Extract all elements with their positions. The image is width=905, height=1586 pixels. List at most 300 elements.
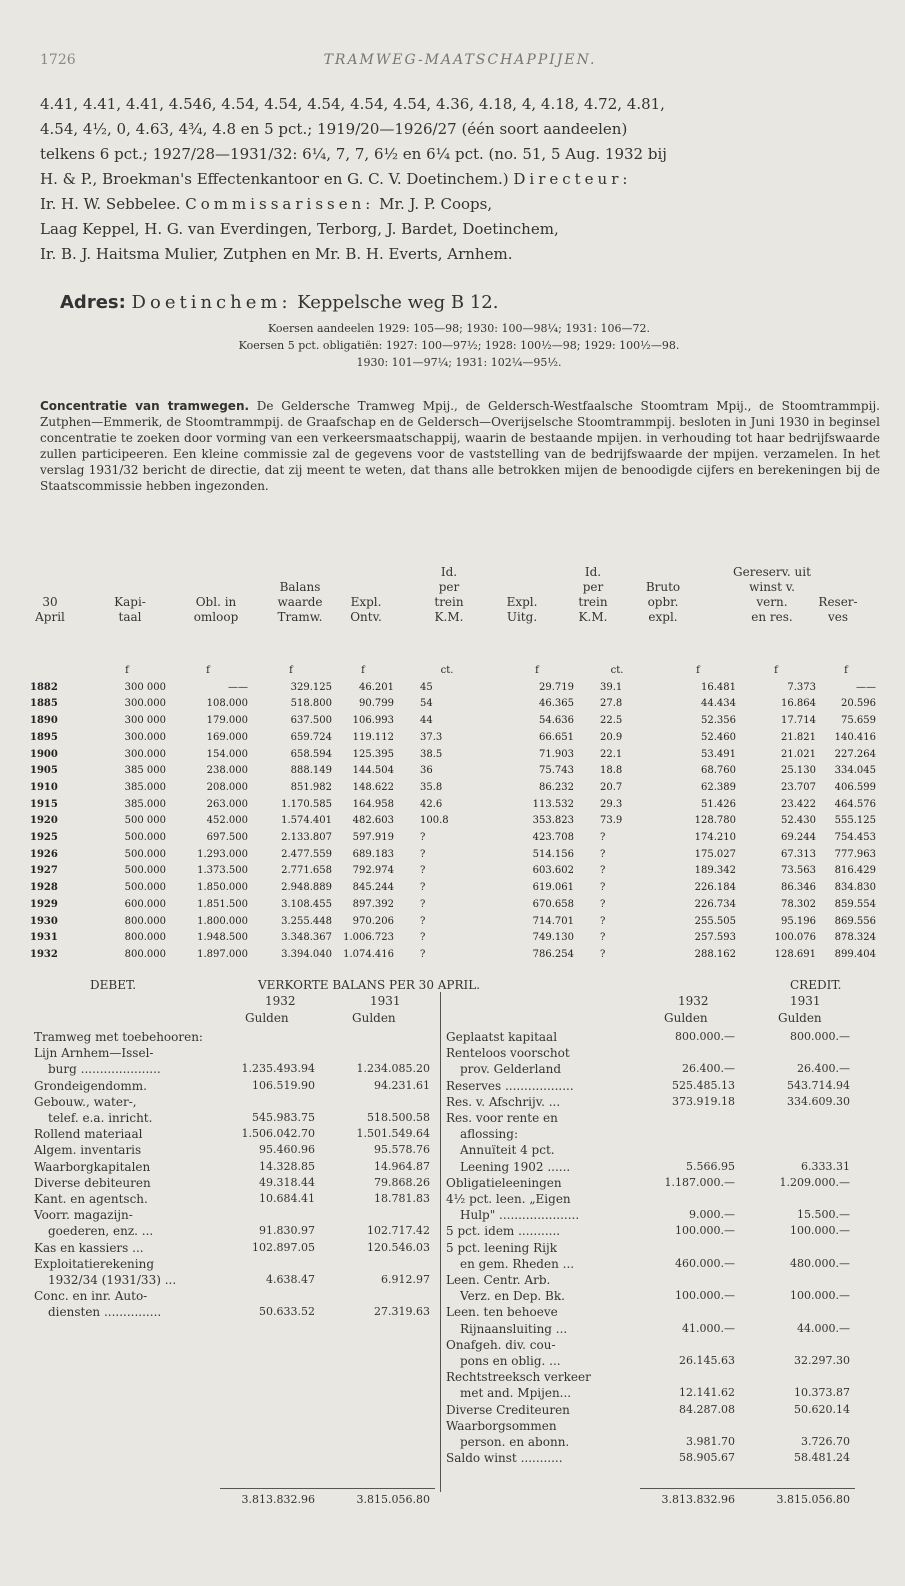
intro-line: Ir. B. J. Haitsma Mulier, Zutphen en Mr. B. H. Everts, Arnhem. (40, 245, 513, 263)
table-cell: 169.000 (206, 731, 248, 743)
debit-line: Rollend materiaal (34, 1127, 143, 1142)
credit-value-1931: 1.209.000.— (779, 1175, 850, 1189)
credit-value-1931: 3.726.70 (801, 1435, 850, 1448)
running-title: TRAMWEG-MAATSCHAPPIJEN. (323, 52, 597, 68)
table-cell: ? (420, 882, 426, 894)
unit-cell: f (774, 665, 778, 676)
credit-line: Res. v. Afschrijv. ... (446, 1094, 561, 1109)
table-cell: 16.481 (701, 681, 736, 693)
credit-value-1931: 44.000.— (797, 1321, 850, 1335)
unit-cell: f (206, 665, 210, 676)
credit-line: Rechtstreeksch verkeer (446, 1370, 591, 1385)
table-cell: 22.5 (600, 715, 623, 727)
table-cell: 52.460 (701, 731, 736, 743)
table-cell: 140.416 (834, 731, 876, 743)
credit-line: 5 pct. leening Rijk (446, 1240, 557, 1255)
credit-value-1931: 50.620.14 (794, 1402, 850, 1416)
table-cell: 46.201 (359, 681, 394, 693)
credit-line: pons en oblig. ... (460, 1354, 561, 1368)
column-header-line: per (438, 580, 460, 594)
table-cell: 53.491 (701, 748, 736, 760)
debit-value-1932: 10.684.41 (259, 1192, 315, 1205)
table-cell: 423.708 (532, 832, 574, 844)
table-cell: ? (420, 898, 426, 910)
debit-unit-1: Gulden (245, 1011, 289, 1025)
table-cell: 18.8 (600, 765, 623, 777)
table-cell: 385.000 (124, 781, 166, 793)
table-cell: 637.500 (290, 715, 332, 727)
debit-value-1932: 545.983.75 (252, 1111, 315, 1124)
credit-value-1931: 100.000.— (790, 1289, 850, 1303)
table-cell: 1.074.416 (343, 948, 394, 960)
column-header-line: 30 (42, 595, 58, 609)
table-cell: 659.724 (290, 731, 332, 743)
column-header-line: Expl. (350, 595, 382, 609)
unit-cell: f (535, 665, 539, 676)
table-cell: 1.574.401 (281, 815, 332, 827)
table-cell: 859.554 (834, 898, 876, 910)
table-cell: 73.9 (600, 815, 623, 827)
table-cell: 878.324 (834, 932, 876, 944)
credit-line: aflossing: (460, 1127, 518, 1142)
table-cell: 25.130 (781, 765, 816, 777)
table-row (20, 763, 876, 780)
table-cell: 23.707 (781, 781, 816, 793)
table-cell: 52.430 (781, 815, 816, 827)
credit-value-1931: 334.609.30 (787, 1094, 850, 1108)
koersen-line: 1930: 101—97¼; 1931: 102¼—95½. (356, 356, 562, 369)
table-cell: 714.701 (532, 915, 574, 927)
table-cell: 754.453 (834, 832, 876, 844)
credit-line: Geplaatst kapitaal (446, 1030, 558, 1044)
table-cell: 125.395 (352, 748, 394, 760)
year-cell: 1910 (30, 781, 58, 793)
debit-value-1931: 14.964.87 (374, 1159, 430, 1173)
unit-cell (20, 663, 88, 680)
credit-line: Renteloos voorschot (446, 1046, 570, 1061)
table-cell: 69.244 (781, 832, 816, 844)
unit-cell: f (289, 665, 293, 676)
table-cell: 179.000 (206, 715, 248, 727)
table-row (20, 863, 876, 880)
column-header-line: omloop (193, 610, 239, 624)
column-header (812, 565, 864, 625)
table-cell: 154.000 (206, 748, 248, 760)
table-row (20, 730, 876, 747)
balance-divider (440, 992, 441, 1492)
credit-total-rule (640, 1488, 855, 1489)
credit-line: Reserves .................. (446, 1078, 574, 1093)
debit-value-1931: 6.912.97 (381, 1273, 430, 1286)
intro-line: telkens 6 pct.; 1927/28—1931/32: 6¼, 7, 7, 6½ en 6¼ pct. (no. 51, 5 Aug. 1932 bij (40, 145, 667, 163)
table-cell: 39.1 (600, 681, 623, 693)
unit-cell: f (125, 665, 129, 676)
intro-text: Ir. H. W. Sebbelee. (40, 195, 181, 213)
table-cell: 17.714 (781, 715, 816, 727)
table-cell: 2.948.889 (281, 882, 332, 894)
table-cell: 255.505 (694, 915, 736, 927)
table-cell: 208.000 (206, 781, 248, 793)
table-cell: ? (600, 898, 606, 910)
column-header-line: Balans (279, 580, 321, 594)
table-cell: 3.394.040 (281, 948, 332, 960)
table-cell: 71.903 (539, 748, 574, 760)
table-cell: 353.823 (532, 815, 574, 827)
column-header-line: en res. (751, 610, 793, 624)
credit-value-1931: 15.500.— (797, 1208, 850, 1222)
credit-line: en gem. Rheden ... (460, 1256, 575, 1271)
table-cell: 518.800 (290, 698, 332, 710)
debit-year-1931: 1931 (370, 994, 401, 1008)
credit-value-1932: 9.000.— (689, 1208, 735, 1222)
table-cell: 800.000 (124, 915, 166, 927)
table-cell: 20.596 (841, 698, 876, 710)
column-header-line: Reser- (818, 595, 858, 609)
table-cell: 452.000 (206, 815, 248, 827)
address-line (60, 292, 498, 313)
table-cell: 464.576 (834, 798, 876, 810)
credit-value-1931: 100.000.— (790, 1224, 850, 1238)
koersen-line: Koersen 5 pct. obligatiën: 1927: 100—97½; 1928: 100½—98; 1929: 100½—98. (238, 339, 680, 352)
table-cell: 658.594 (290, 748, 332, 760)
debit-value-1932: 102.897.05 (252, 1240, 315, 1254)
credit-line: Onafgeh. div. cou- (446, 1337, 556, 1352)
table-row (20, 813, 876, 830)
column-header-line (812, 580, 864, 595)
debit-line: Tramweg met toebehooren: (34, 1030, 203, 1044)
credit-value-1931: 543.714.94 (787, 1078, 850, 1092)
table-cell: 29.3 (600, 798, 623, 810)
column-header-line (180, 565, 252, 580)
table-cell: 800.000 (124, 948, 166, 960)
column-header-line (264, 565, 336, 580)
table-cell: 128.691 (774, 948, 816, 960)
directeur-label: Directeur: (513, 170, 632, 188)
intro-line (40, 192, 878, 217)
debit-value-1932: 50.633.52 (259, 1305, 315, 1319)
table-cell: 689.183 (352, 848, 394, 860)
debit-value-1931: 1.501.549.64 (356, 1127, 430, 1141)
table-cell: 22.1 (600, 748, 623, 760)
debit-line: Grondeigendomm. (34, 1078, 147, 1093)
year-cell: 1929 (30, 898, 58, 910)
column-header-line: K.M. (434, 610, 464, 624)
table-cell: 38.5 (420, 748, 443, 760)
debit-total-1932: 3.813.832.96 (241, 1493, 315, 1506)
year-cell: 1926 (30, 848, 58, 860)
table-cell: 500.000 (124, 882, 166, 894)
table-cell: 54 (420, 698, 433, 710)
table-cell: 597.919 (352, 832, 394, 844)
column-header (566, 565, 620, 625)
units-row (20, 663, 876, 680)
table-cell: 86.346 (781, 882, 816, 894)
table-cell: 300.000 (124, 698, 166, 710)
table-cell: 174.210 (694, 832, 736, 844)
table-cell: 7.373 (787, 681, 816, 693)
table-cell: 113.532 (532, 798, 574, 810)
column-header (22, 565, 78, 625)
table-cell: 697.500 (206, 832, 248, 844)
table-cell: 20.9 (600, 731, 623, 743)
column-header (264, 565, 336, 625)
koersen-line: Koersen aandeelen 1929: 105—98; 1930: 100—98¼; 1931: 106—72. (267, 322, 651, 335)
table-cell: 73.563 (781, 865, 816, 877)
column-header-line (22, 580, 78, 595)
credit-value-1932: 5.566.95 (686, 1159, 735, 1173)
address-label: Adres: (60, 292, 126, 313)
debit-total-1931: 3.815.056.80 (356, 1493, 430, 1506)
year-cell: 1927 (30, 865, 58, 877)
table-cell: ? (600, 848, 606, 860)
debit-value-1932: 106.519.90 (252, 1078, 315, 1092)
debit-line: Kant. en agentsch. (34, 1192, 148, 1206)
concentratie-paragraph (40, 398, 880, 494)
table-cell: 67.313 (781, 848, 816, 860)
table-cell: 385 000 (124, 765, 166, 777)
table-cell: 51.426 (701, 798, 736, 810)
year-cell: 1932 (30, 948, 58, 960)
table-cell: 45 (420, 681, 433, 693)
intro-line: 4.54, 4½, 0, 4.63, 4¾, 4.8 en 5 pct.; 1919/20—1926/27 (één soort aandeelen) (40, 120, 628, 138)
table-cell: 334.045 (834, 765, 876, 777)
table-cell: 52.356 (701, 715, 736, 727)
table-row (20, 880, 876, 897)
credit-value-1932: 26.145.63 (679, 1354, 735, 1367)
debit-total-rule (220, 1488, 435, 1489)
credit-total-1931: 3.815.056.80 (776, 1493, 850, 1506)
credit-unit-1: Gulden (664, 1011, 708, 1025)
column-header-line (628, 565, 698, 580)
column-header-line: Tramw. (277, 610, 323, 624)
table-cell: 816.429 (834, 865, 876, 877)
credit-value-1931: 32.297.30 (794, 1354, 850, 1367)
table-cell: 44.434 (701, 698, 736, 710)
debit-line: telef. e.a. inricht. (48, 1111, 153, 1125)
debit-value-1932: 1.506.042.70 (241, 1127, 315, 1141)
column-header-line: taal (118, 610, 142, 624)
debit-line: Diverse debiteuren (34, 1175, 151, 1190)
table-cell: 3.255.448 (281, 915, 332, 927)
table-cell: 226.184 (694, 882, 736, 894)
column-header-line (180, 580, 252, 595)
table-cell: 1.800.000 (197, 915, 248, 927)
concentratie-heading: Concentratie van tramwegen. (40, 399, 250, 413)
table-row (20, 930, 876, 947)
table-cell: 300.000 (124, 748, 166, 760)
column-header-line: opbr. (647, 595, 679, 609)
table-cell: 500.000 (124, 832, 166, 844)
year-cell: 1925 (30, 832, 58, 844)
debit-value-1932: 4.638.47 (266, 1273, 315, 1286)
balance-title: VERKORTE BALANS PER 30 APRIL. (258, 978, 481, 992)
credit-value-1932: 84.287.08 (679, 1402, 735, 1416)
credit-line: Obligatieleeningen (446, 1175, 562, 1190)
debit-line: Gebouw., water-, (34, 1094, 137, 1109)
table-cell: 78.302 (781, 898, 816, 910)
table-cell: 3.348.367 (281, 932, 332, 944)
debit-value-1931: 120.546.03 (367, 1240, 430, 1254)
table-cell: 189.342 (694, 865, 736, 877)
column-header-line: K.M. (578, 610, 608, 624)
debit-value-1931: 1.234.085.20 (356, 1062, 430, 1076)
table-cell: 749.130 (532, 932, 574, 944)
table-cell: ? (600, 932, 606, 944)
credit-line: prov. Gelderland (460, 1062, 562, 1077)
year-cell: 1900 (30, 748, 58, 760)
column-header-line: Uitg. (506, 610, 538, 624)
table-cell: 970.206 (352, 915, 394, 927)
table-cell: ? (420, 832, 426, 844)
column-header-line: ves (827, 610, 849, 624)
column-header-line: Id. (440, 565, 458, 579)
debit-value-1931: 518.500.58 (367, 1111, 430, 1124)
debit-unit-2: Gulden (352, 1011, 396, 1025)
credit-line: Res. voor rente en (446, 1111, 558, 1125)
table-cell: ? (600, 882, 606, 894)
credit-total-1932: 3.813.832.96 (661, 1493, 735, 1506)
table-row (20, 847, 876, 864)
column-header (336, 565, 396, 625)
credit-value-1932: 460.000.— (675, 1256, 735, 1270)
table-row (20, 914, 876, 931)
column-header-line: Bruto (645, 580, 681, 594)
column-header-line: Gereserv. uit (733, 565, 811, 579)
credit-value-1932: 1.187.000.— (664, 1175, 735, 1189)
table-cell: 100.8 (420, 815, 449, 827)
table-cell: 106.993 (352, 715, 394, 727)
credit-value-1932: 41.000.— (682, 1321, 735, 1335)
column-header-line: Id. (584, 565, 602, 579)
table-cell: 2.771.658 (281, 865, 332, 877)
table-cell: 46.365 (539, 698, 574, 710)
table-cell: 119.112 (352, 731, 394, 743)
table-row (20, 680, 876, 697)
debit-value-1932: 1.235.493.94 (241, 1062, 315, 1076)
table-cell: 888.149 (290, 765, 332, 777)
column-header-line: trein (578, 595, 608, 609)
column-header (420, 565, 478, 625)
table-cell: 897.392 (352, 898, 394, 910)
credit-line: Leen. Centr. Arb. (446, 1273, 551, 1287)
credit-value-1932: 3.981.70 (686, 1435, 735, 1448)
year-cell: 1928 (30, 882, 58, 894)
credit-value-1931: 26.400.— (797, 1062, 850, 1076)
intro-text: H. & P., Broekman's Effectenkantoor en G. C. V. Doetinchem.) (40, 170, 509, 188)
credit-value-1931: 800.000.— (790, 1030, 850, 1043)
table-cell: 257.593 (694, 932, 736, 944)
table-cell: 482.603 (352, 815, 394, 827)
table-cell: ? (600, 832, 606, 844)
table-cell: 1.897.000 (197, 948, 248, 960)
debit-value-1932: 49.318.44 (259, 1175, 315, 1189)
table-cell: 44 (420, 715, 433, 727)
table-row (20, 897, 876, 914)
column-header-line (492, 580, 552, 595)
column-header-line (812, 565, 864, 580)
table-cell: 227.264 (834, 748, 876, 760)
credit-value-1931: 58.481.24 (794, 1451, 850, 1465)
table-cell: 300 000 (124, 715, 166, 727)
table-row (20, 780, 876, 797)
table-cell: 21.021 (781, 748, 816, 760)
intro-text: Mr. J. P. Coops, (379, 195, 493, 213)
table-cell: 62.389 (701, 781, 736, 793)
table-cell: 288.162 (694, 948, 736, 960)
column-header (492, 565, 552, 625)
debit-value-1931: 102.717.42 (367, 1224, 430, 1238)
table-cell: 619.061 (532, 882, 574, 894)
table-row (20, 713, 876, 730)
debit-line: goederen, enz. ... (48, 1224, 154, 1239)
credit-value-1932: 26.400.— (682, 1062, 735, 1076)
debit-value-1932: 91.830.97 (259, 1224, 315, 1238)
debit-line: Lijn Arnhem—Issel- (34, 1046, 154, 1061)
table-cell: 500.000 (124, 848, 166, 860)
table-cell: 86.232 (539, 781, 574, 793)
table-row (20, 747, 876, 764)
column-header-line (336, 580, 396, 595)
table-cell: 514.156 (532, 848, 574, 860)
table-row (20, 947, 876, 964)
table-row (20, 696, 876, 713)
table-cell: 20.7 (600, 781, 623, 793)
debit-value-1932: 14.328.85 (259, 1159, 315, 1173)
table-cell: 792.974 (352, 865, 394, 877)
table-cell: 603.602 (532, 865, 574, 877)
credit-year-1931: 1931 (790, 994, 821, 1008)
table-cell: 108.000 (206, 698, 248, 710)
debit-value-1932: 95.460.96 (259, 1143, 315, 1157)
table-cell: 845.244 (352, 882, 394, 894)
credit-year-1932: 1932 (678, 994, 709, 1008)
table-row (20, 797, 876, 814)
intro-line: 4.41, 4.41, 4.41, 4.546, 4.54, 4.54, 4.54, 4.54, 4.54, 4.36, 4.18, 4, 4.18, 4.72, 4.81, (40, 95, 665, 113)
table-cell: 500 000 (124, 815, 166, 827)
table-cell: 869.556 (834, 915, 876, 927)
year-cell: 1882 (30, 681, 58, 693)
table-cell: —— (856, 681, 876, 693)
year-cell: 1890 (30, 715, 58, 727)
table-cell: 263.000 (206, 798, 248, 810)
table-cell: 1.170.585 (281, 798, 332, 810)
table-cell: 226.734 (694, 898, 736, 910)
commissarissen-label: Commissarissen: (185, 195, 375, 213)
credit-value-1932: 100.000.— (675, 1289, 735, 1303)
table-cell: 68.760 (701, 765, 736, 777)
credit-line: Annuïteit 4 pct. (460, 1143, 555, 1158)
table-cell: 90.799 (359, 698, 394, 710)
debet-label: DEBET. (90, 978, 137, 992)
credit-value-1932: 373.919.18 (672, 1094, 735, 1108)
table-cell: 35.8 (420, 781, 443, 793)
column-header-line: Obl. in (195, 595, 237, 609)
column-header-line: waarde (277, 595, 323, 609)
debit-line: Voorr. magazijn- (34, 1208, 133, 1223)
credit-line: Rijnaansluiting ... (460, 1321, 568, 1336)
koersen-block (40, 320, 878, 371)
column-header-line: expl. (648, 610, 678, 624)
table-cell: 2.477.559 (281, 848, 332, 860)
credit-value-1932: 12.141.62 (679, 1386, 735, 1400)
column-header-line: per (582, 580, 604, 594)
column-header-line: Expl. (506, 595, 538, 609)
table-cell: 75.659 (841, 715, 876, 727)
unit-cell: f (844, 665, 848, 676)
debit-year-1932: 1932 (265, 994, 296, 1008)
credit-line: person. en abonn. (460, 1435, 570, 1449)
unit-cell: ct. (440, 665, 454, 676)
